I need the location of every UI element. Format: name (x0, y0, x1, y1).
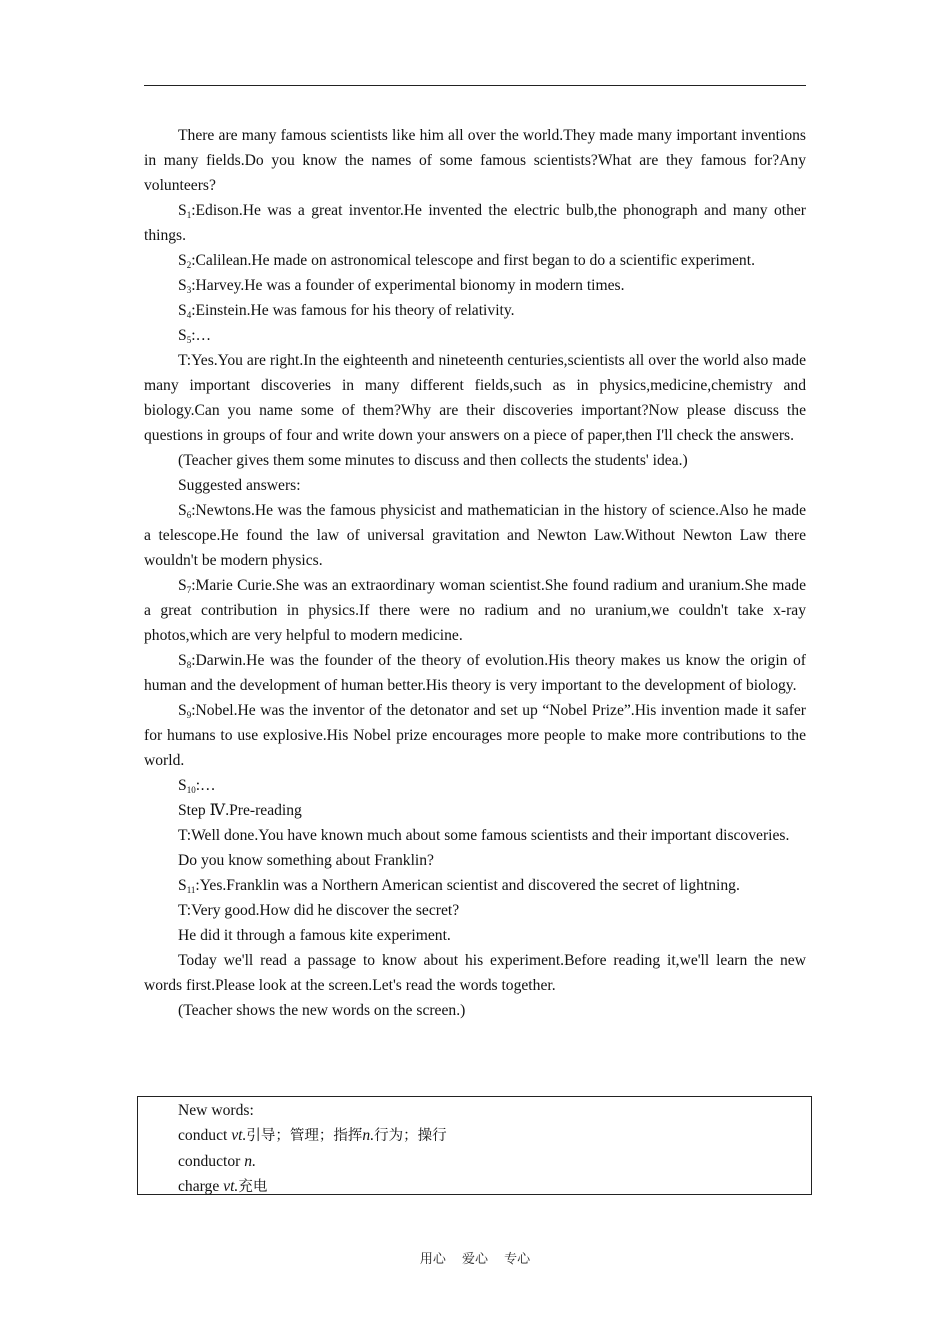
paragraph-text: :Yes.Franklin was a Northern American scientist and discovered the secret of lightning. (195, 877, 740, 894)
new-words-list (178, 1098, 447, 1200)
speaker-number: 6 (186, 510, 192, 520)
vocab-entry (178, 1149, 447, 1174)
speaker-label: S (178, 202, 187, 219)
paragraph-text: :Harvey.He was a founder of experimental bionomy in modern times. (191, 277, 625, 294)
speaker-label: S (178, 502, 187, 519)
page-footer (0, 1248, 950, 1267)
paragraph-text: :Edison.He was a great inventor.He invented the electric bulb,the phonograph and many other things. (144, 202, 806, 244)
paragraph-text: :Einstein.He was famous for his theory of relativity. (191, 302, 515, 319)
paragraph-text: :Marie Curie.She was an extraordinary woman scientist.She found radium and uranium.She made a great contribution in physics.If there were no radium and no uranium,we couldn't take x-ray photos,which are very helpful to modern medicine. (144, 577, 806, 644)
speaker-number: 4 (186, 310, 192, 320)
student-answer-paragraph (144, 573, 806, 648)
vocab-pos: vt. (231, 1127, 247, 1144)
paragraph (144, 948, 806, 998)
vocab-word: conduct (178, 1127, 232, 1144)
student-answer-paragraph (144, 323, 806, 348)
paragraph (144, 898, 806, 923)
vocab-word: charge (178, 1178, 224, 1195)
paragraph-text: :Calilean.He made on astronomical telescope and first began to do a scientific experiment. (191, 252, 755, 269)
paragraph (144, 998, 806, 1023)
vocab-entry (178, 1174, 447, 1200)
paragraph-text: :Darwin.He was the founder of the theory of evolution.His theory makes us know the origin of human and the development of human better.His theory is very important to the development of biology. (144, 652, 806, 694)
paragraph-text: Step Ⅳ.Pre-reading (178, 802, 302, 819)
speaker-label: S (178, 777, 187, 794)
paragraph-text: :… (195, 777, 216, 794)
speaker-label: S (178, 302, 187, 319)
paragraph-text: Do you know something about Franklin? (178, 852, 434, 869)
paragraph (144, 348, 806, 448)
paragraph-text: :Nobel.He was the inventor of the detonator and set up “Nobel Prize”.His invention made it safer for humans to use explosive.His Nobel prize encourages more people to make more contributions to the world. (144, 702, 806, 769)
paragraph-text: Suggested answers: (178, 477, 301, 494)
student-answer-paragraph (144, 498, 806, 573)
speaker-number: 3 (186, 285, 192, 295)
paragraph-text: :Newtons.He was the famous physicist and mathematician in the history of science.Also he made a telescope.He found the law of universal gravitation and Newton Law.Without Newton Law there wouldn't be modern physics. (144, 502, 806, 569)
paragraph-text: T:Well done.You have known much about some famous scientists and their important discoveries. (178, 827, 790, 844)
paragraph (144, 448, 806, 473)
speaker-label: S (178, 702, 187, 719)
vocab-word: conductor (178, 1153, 245, 1170)
vocab-meaning: 充电 (238, 1179, 268, 1195)
paragraph (144, 848, 806, 873)
speaker-number: 7 (186, 585, 192, 595)
footer-text: 专心 (504, 1252, 531, 1267)
paragraph (144, 123, 806, 198)
speaker-number: 1 (186, 210, 192, 220)
vocab-meaning: 行为；操行 (374, 1128, 447, 1144)
speaker-number: 10 (186, 785, 196, 795)
footer-text: 爱心 (461, 1252, 488, 1267)
paragraph-text: He did it through a famous kite experiment. (178, 927, 451, 944)
student-answer-paragraph (144, 648, 806, 698)
new-words-heading: New words: (178, 1102, 254, 1119)
paragraph-text: (Teacher shows the new words on the screen.) (178, 1002, 466, 1019)
student-answer-paragraph (144, 298, 806, 323)
paragraph (144, 473, 806, 498)
footer-text: 用心 (419, 1252, 446, 1267)
student-answer-paragraph (144, 248, 806, 273)
paragraph (144, 798, 806, 823)
speaker-number: 11 (186, 885, 196, 895)
speaker-label: S (178, 577, 187, 594)
body-text (144, 123, 806, 1023)
student-answer-paragraph (144, 198, 806, 248)
speaker-label: S (178, 327, 187, 344)
paragraph (144, 823, 806, 848)
vocab-pos: vt. (223, 1178, 239, 1195)
paragraph (144, 923, 806, 948)
speaker-number: 2 (186, 260, 192, 270)
vocab-pos: n. (362, 1127, 375, 1144)
vocab-meaning: 引导；管理；指挥 (246, 1128, 363, 1144)
speaker-label: S (178, 877, 187, 894)
paragraph-text: (Teacher gives them some minutes to discuss and then collects the students' idea.) (178, 452, 688, 469)
student-answer-paragraph (144, 273, 806, 298)
paragraph-text: :… (191, 327, 212, 344)
student-answer-paragraph (144, 698, 806, 773)
speaker-label: S (178, 652, 187, 669)
paragraph-text: T:Very good.How did he discover the secret? (178, 902, 460, 919)
student-answer-paragraph (144, 773, 806, 798)
paragraph-text: Today we'll read a passage to know about his experiment.Before reading it,we'll learn the new words first.Please look at the screen.Let's read the words together. (144, 952, 806, 994)
speaker-number: 9 (186, 710, 192, 720)
new-words-box (137, 1096, 812, 1195)
speaker-number: 8 (186, 660, 192, 670)
paragraph-text: T:Yes.You are right.In the eighteenth and nineteenth centuries,scientists all over the world also made many important discoveries in many different fields,such as in physics,medicine,chemistry and biology.Can you name some of them?Why are their discoveries important?Now please discuss the questions in groups of four and write down your answers on a piece of paper,then I'll check the answers. (144, 352, 806, 444)
paragraph-text: There are many famous scientists like him all over the world.They made many important inventions in many fields.Do you know the names of some famous scientists?What are they famous for?Any volunteers? (144, 127, 806, 194)
student-answer-paragraph (144, 873, 806, 898)
vocab-pos: n. (244, 1153, 256, 1170)
header-rule (144, 85, 806, 86)
speaker-label: S (178, 252, 187, 269)
speaker-label: S (178, 277, 187, 294)
vocab-entry (178, 1123, 447, 1149)
speaker-number: 5 (186, 335, 192, 345)
